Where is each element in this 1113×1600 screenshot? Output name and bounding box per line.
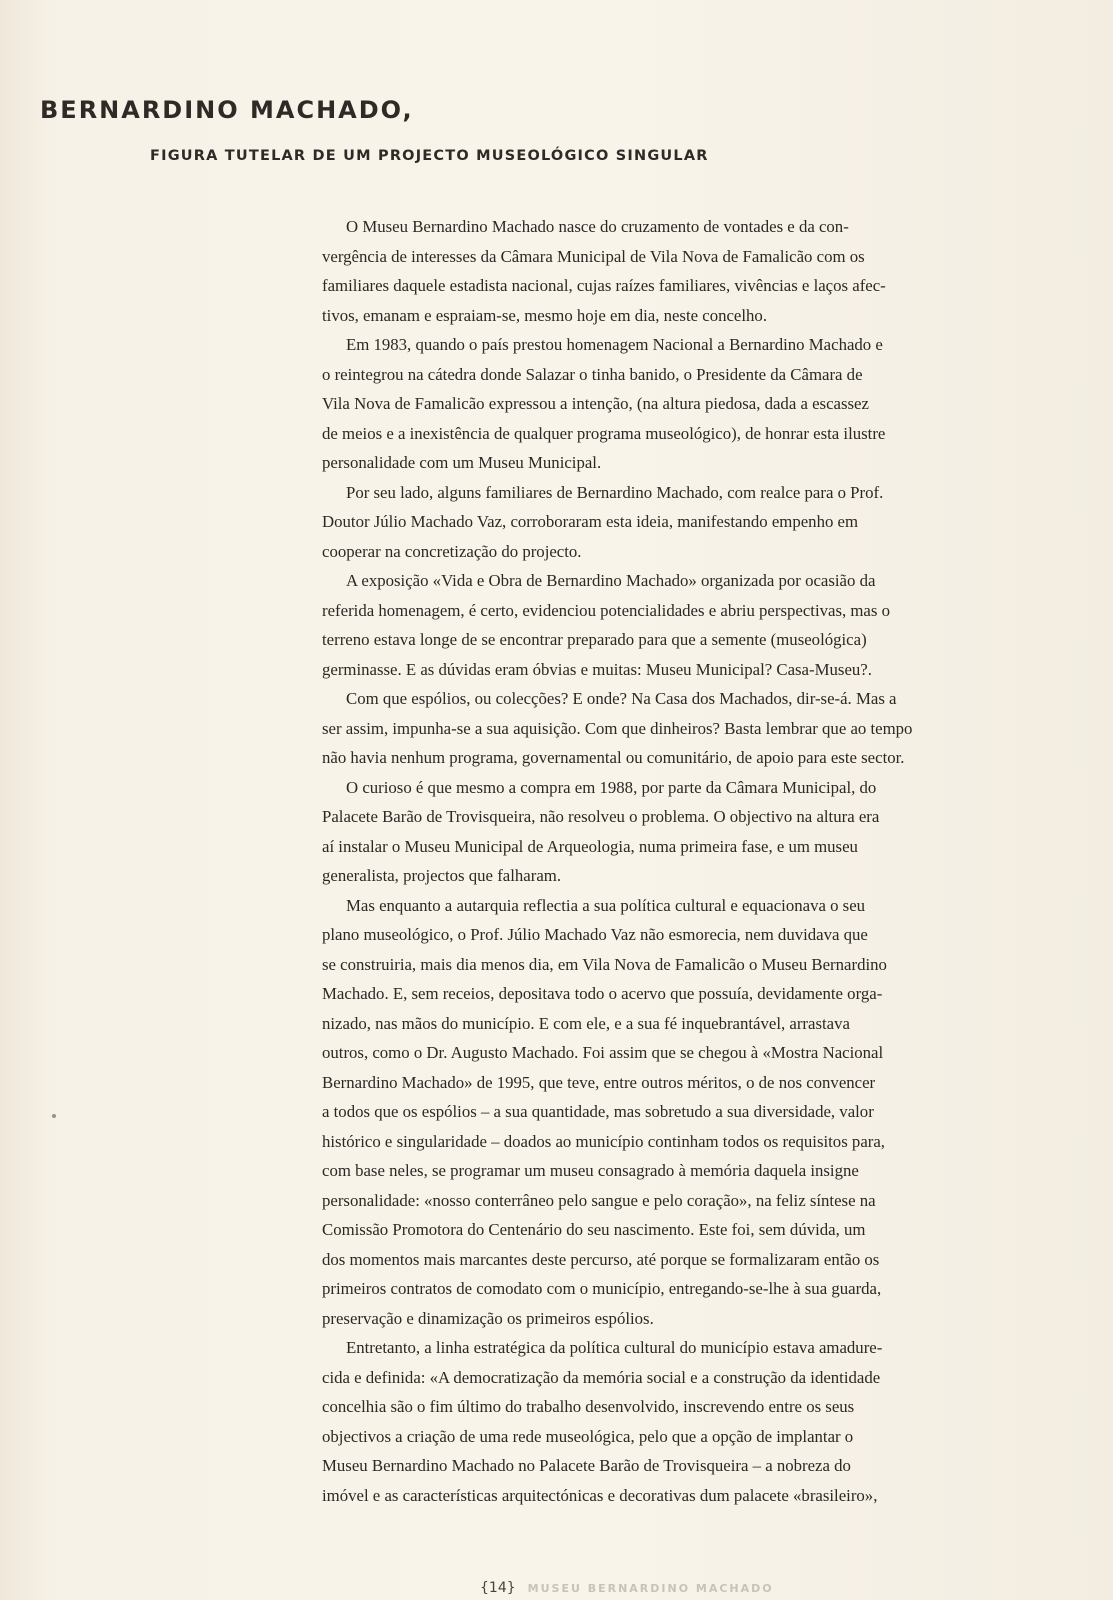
- text-line: Em 1983, quando o país prestou homenagem Nacional a Bernardino Machado e: [346, 335, 883, 354]
- article-title: BERNARDINO MACHADO,: [40, 96, 414, 124]
- text-line: de meios e a inexistência de qualquer programa museológico), de honrar esta ilustre: [322, 423, 886, 443]
- text-line: ser assim, impunha-se a sua aquisição. Com que dinheiros? Basta lembrar que ao tempo: [322, 718, 913, 738]
- text-line: familiares daquele estadista nacional, cujas raízes familiares, vivências e laços afec-: [322, 276, 886, 295]
- article-body: [322, 212, 1052, 1510]
- text-line: nizado, nas mãos do município. E com ele, e a sua fé inquebrantável, arrastava: [322, 1013, 850, 1033]
- margin-mark: [52, 1114, 56, 1118]
- text-line: o reintegrou na cátedra donde Salazar o tinha banido, o Presidente da Câmara de: [322, 364, 863, 384]
- running-head: MUSEU BERNARDINO MACHADO: [527, 1582, 774, 1595]
- text-line: vergência de interesses da Câmara Municipal de Vila Nova de Famalicão com os: [322, 246, 865, 266]
- text-line: Bernardino Machado» de 1995, que teve, entre outros méritos, o de nos convencer: [322, 1072, 876, 1092]
- text-line: personalidade: «nosso conterrâneo pelo sangue e pelo coração», na feliz síntese na: [322, 1190, 876, 1210]
- text-line: cida e definida: «A democratização da memória social e a construção da identidade: [322, 1367, 881, 1387]
- text-line: Museu Bernardino Machado no Palacete Barão de Trovisqueira – a nobreza do: [322, 1456, 851, 1475]
- page-footer: [480, 1580, 774, 1596]
- text-line: generalista, projectos que falharam.: [322, 866, 562, 885]
- text-line: personalidade com um Museu Municipal.: [322, 453, 602, 472]
- text-line: a todos que os espólios – a sua quantidade, mas sobretudo a sua diversidade, valor: [322, 1102, 874, 1121]
- text-line: preservação e dinamização os primeiros espólios.: [322, 1308, 654, 1328]
- text-line: cooperar na concretização do projecto.: [322, 541, 582, 561]
- text-line: germinasse. E as dúvidas eram óbvias e muitas: Museu Municipal? Casa-Museu?.: [322, 659, 872, 679]
- text-line: objectivos a criação de uma rede museológica, pelo que a opção de implantar o: [322, 1426, 854, 1446]
- text-line: plano museológico, o Prof. Júlio Machado Vaz não esmorecia, nem duvidava que: [322, 925, 868, 944]
- article-subtitle: FIGURA TUTELAR DE UM PROJECTO MUSEOLÓGICO SINGULAR: [150, 148, 709, 164]
- text-line: concelhia são o fim último do trabalho desenvolvido, inscrevendo entre os seus: [322, 1397, 855, 1416]
- text-line: Vila Nova de Famalicão expressou a intenção, (na altura piedosa, dada a escassez: [322, 394, 869, 413]
- text-line: O curioso é que mesmo a compra em 1988, por parte da Câmara Municipal, do: [346, 777, 877, 797]
- text-line: Entretanto, a linha estratégica da política cultural do município estava amadure-: [346, 1338, 883, 1357]
- text-line: com base neles, se programar um museu consagrado à memória daquela insigne: [322, 1161, 859, 1180]
- text-line: dos momentos mais marcantes deste percurso, até porque se formalizaram então os: [322, 1249, 880, 1269]
- text-line: Palacete Barão de Trovisqueira, não resolveu o problema. O objectivo na altura era: [322, 807, 880, 826]
- text-line: Por seu lado, alguns familiares de Bernardino Machado, com realce para o Prof.: [346, 482, 884, 502]
- text-line: Comissão Promotora do Centenário do seu nascimento. Este foi, sem dúvida, um: [322, 1220, 866, 1239]
- text-line: referida homenagem, é certo, evidenciou potencialidades e abriu perspectivas, mas o: [322, 600, 890, 620]
- text-line: Doutor Júlio Machado Vaz, corroboraram esta ideia, manifestando empenho em: [322, 512, 859, 531]
- text-line: histórico e singularidade – doados ao município continham todos os requisitos para,: [322, 1131, 885, 1151]
- text-line: outros, como o Dr. Augusto Machado. Foi assim que se chegou à «Mostra Nacional: [322, 1043, 884, 1062]
- text-line: aí instalar o Museu Municipal de Arqueologia, numa primeira fase, e um museu: [322, 836, 858, 856]
- text-line: Machado. E, sem receios, depositava todo o acervo que possuía, devidamente orga-: [322, 984, 883, 1003]
- text-line: A exposição «Vida e Obra de Bernardino Machado» organizada por ocasião da: [346, 571, 876, 590]
- text-line: tivos, emanam e espraiam-se, mesmo hoje em dia, neste concelho.: [322, 305, 768, 325]
- text-line: não havia nenhum programa, governamental ou comunitário, de apoio para este sector.: [322, 748, 905, 767]
- text-line: imóvel e as características arquitectónicas e decorativas dum palacete «brasileiro»,: [322, 1485, 878, 1505]
- text-line: Mas enquanto a autarquia reflectia a sua política cultural e equacionava o seu: [346, 895, 866, 915]
- text-line: se construiria, mais dia menos dia, em Vila Nova de Famalicão o Museu Bernardino: [322, 954, 887, 974]
- page-number: {14}: [480, 1580, 516, 1596]
- text-line: primeiros contratos de comodato com o município, entregando-se-lhe à sua guarda,: [322, 1279, 882, 1298]
- text-line: terreno estava longe de se encontrar preparado para que a semente (museológica): [322, 630, 867, 649]
- text-line: Com que espólios, ou colecções? E onde? Na Casa dos Machados, dir-se-á. Mas a: [346, 689, 897, 708]
- text-line: O Museu Bernardino Machado nasce do cruzamento de vontades e da con-: [346, 217, 849, 236]
